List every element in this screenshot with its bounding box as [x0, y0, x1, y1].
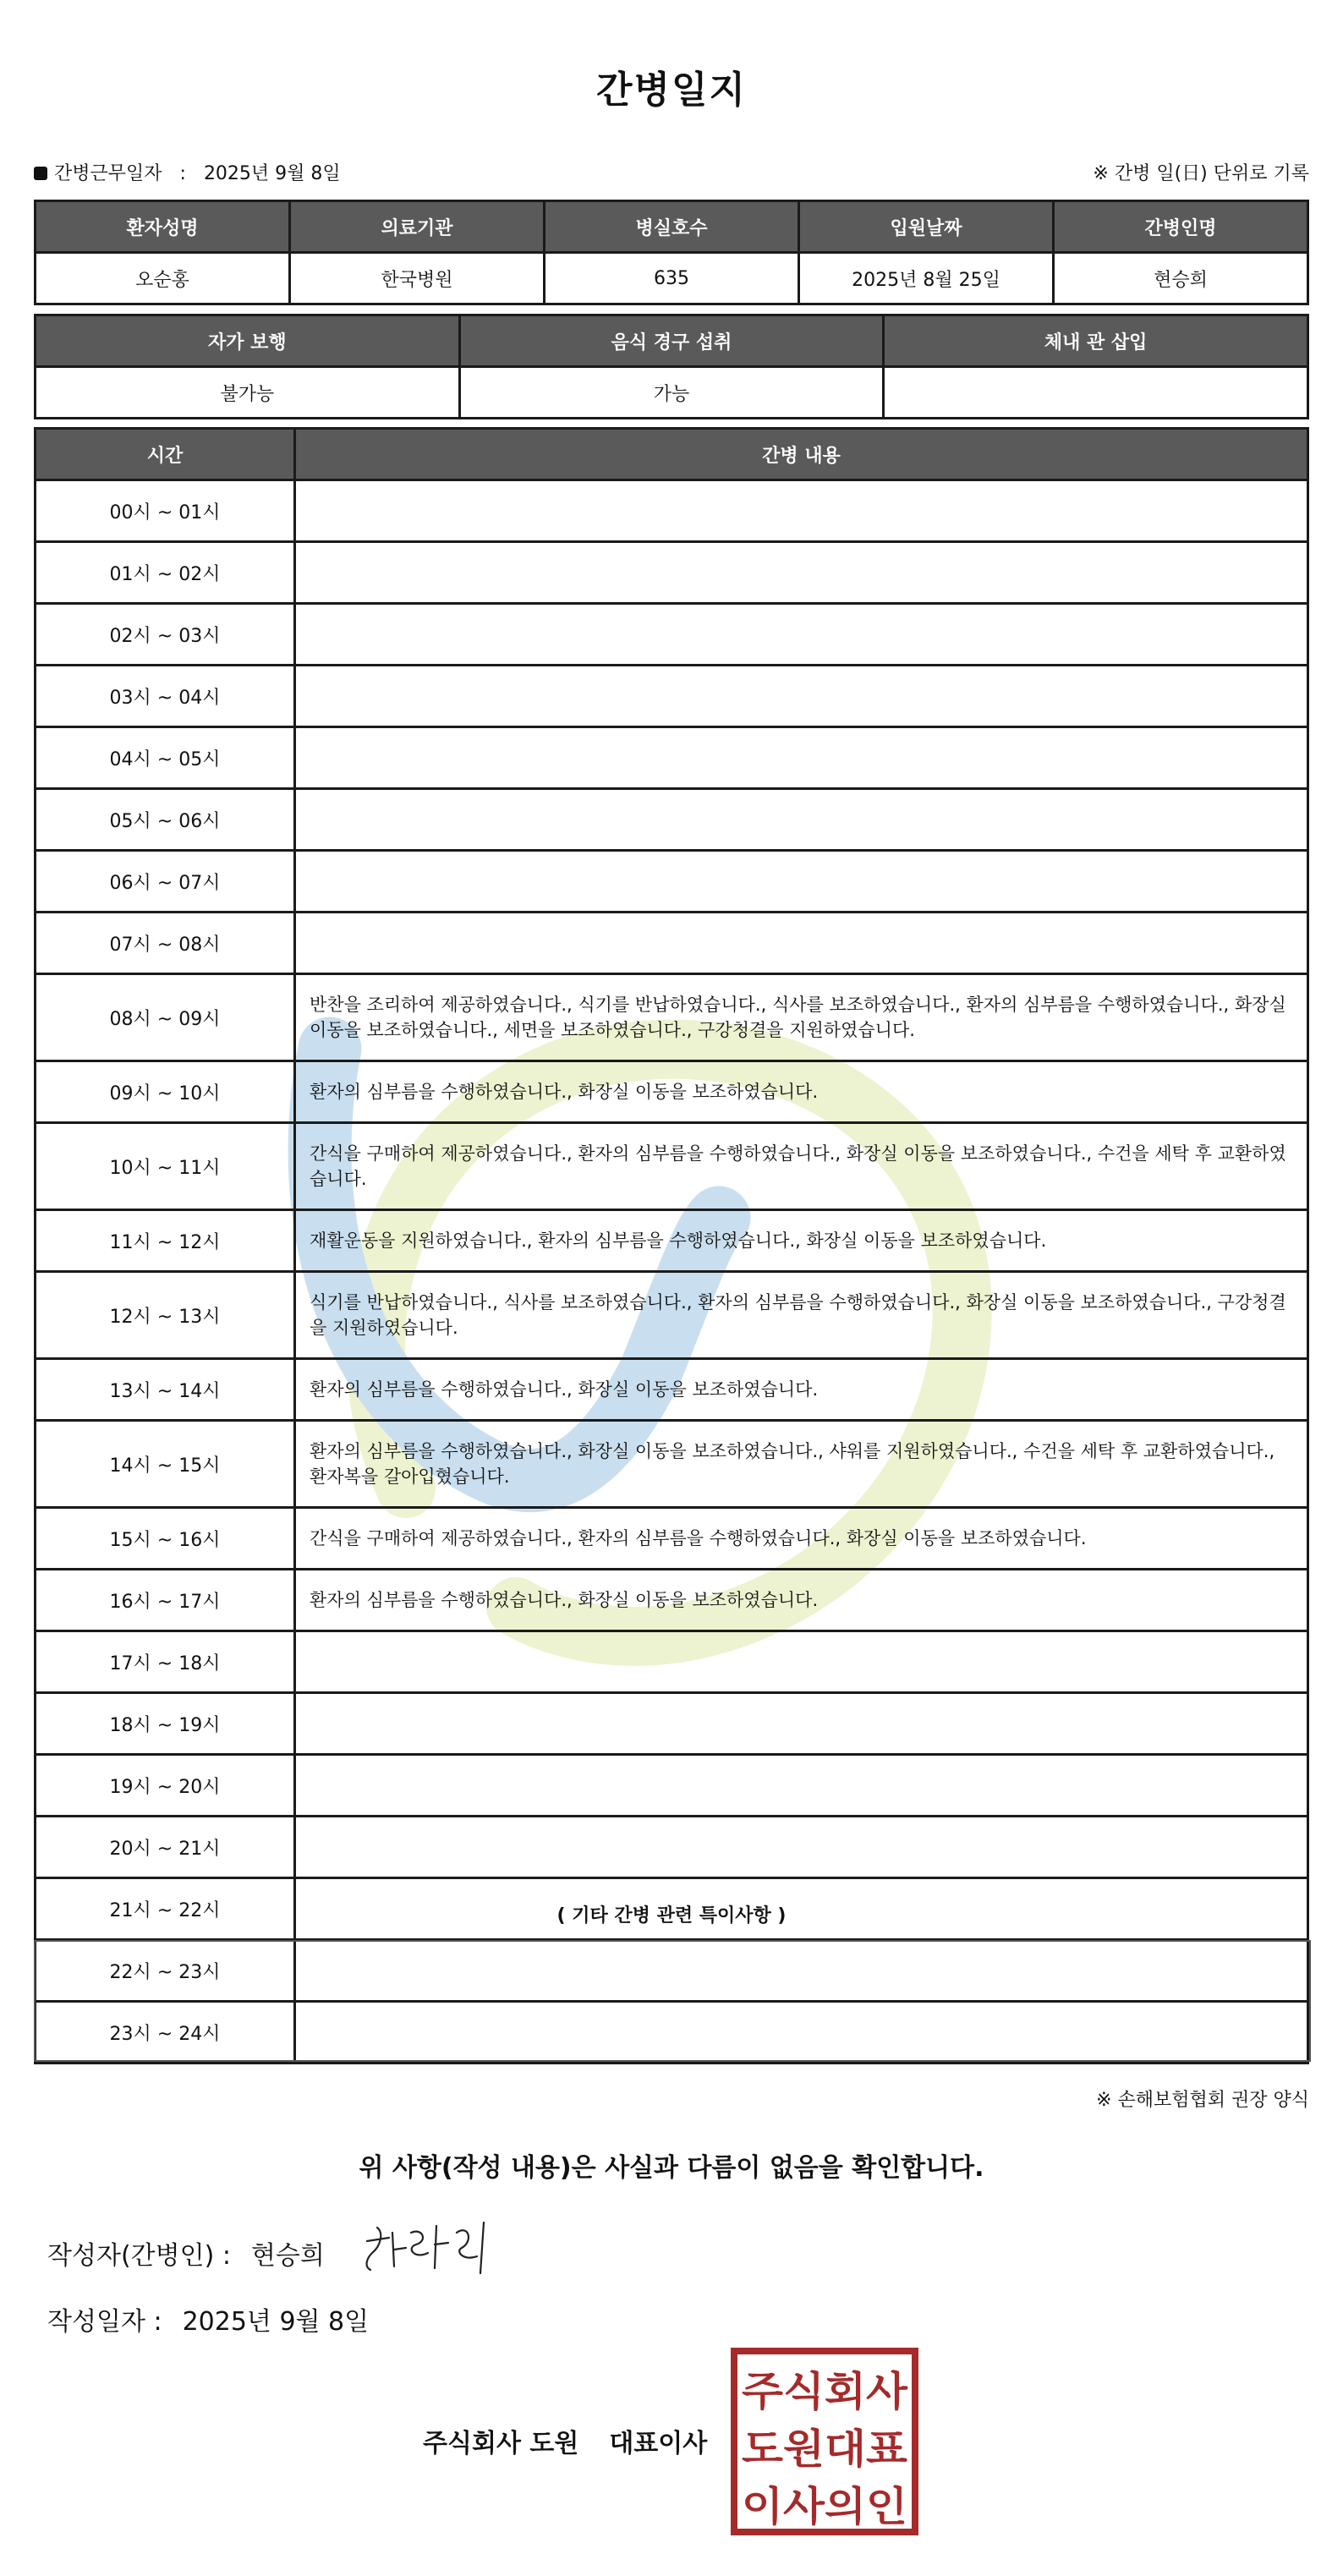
header-admission-date: 입원날짜	[799, 201, 1054, 253]
table-row	[36, 1570, 1308, 1631]
table-row	[36, 1631, 1308, 1693]
care-content: 간식을 구매하여 제공하였습니다., 환자의 심부름을 수행하였습니다., 화장실 이동을 보조하였습니다.	[295, 1508, 1308, 1570]
header-room-number: 병실호수	[545, 201, 799, 253]
admission-date: 2025년 8월 25일	[799, 253, 1054, 304]
writer-label: 작성자(간병인) :	[47, 2241, 231, 2271]
care-content: 반찬을 조리하여 제공하였습니다., 식기를 반납하였습니다., 식사를 보조하였습니다., 환자의 심부름을 수행하였습니다., 화장실 이동을 보조하였습니다., 세면을 보조하였습니다., 구강청결을 지원하였습니다.	[295, 974, 1308, 1061]
care-content: 환자의 심부름을 수행하였습니다., 화장실 이동을 보조하였습니다.	[295, 1570, 1308, 1631]
care-content	[295, 480, 1308, 542]
writer-name: 현승희	[250, 2241, 325, 2271]
time-slot: 17시 ~ 18시	[36, 1631, 295, 1693]
table-row	[36, 974, 1308, 1061]
time-slot: 19시 ~ 20시	[36, 1755, 295, 1817]
table-row	[36, 604, 1308, 666]
patient-name: 오순홍	[36, 253, 290, 304]
company-name: 주식회사 도원	[423, 2429, 579, 2458]
care-content	[295, 851, 1308, 913]
notes-box	[34, 1940, 1311, 2062]
care-log-table	[34, 427, 1309, 2064]
written-date-value: 2025년 9월 8일	[182, 2307, 370, 2337]
svg-text:도원대표: 도원대표	[742, 2425, 908, 2473]
time-slot: 22시 ~ 23시	[36, 1940, 295, 2002]
oral-intake: 가능	[459, 367, 884, 419]
work-date-row	[34, 159, 341, 185]
work-date-label: 간병근무일자	[54, 163, 162, 184]
company-seal	[729, 2346, 920, 2537]
time-slot: 02시 ~ 03시	[36, 604, 295, 666]
care-content	[295, 1693, 1308, 1755]
care-content	[295, 1631, 1308, 1693]
page-title: 간병일지	[595, 69, 747, 112]
time-slot: 21시 ~ 22시	[36, 1878, 295, 1940]
time-slot: 00시 ~ 01시	[36, 480, 295, 542]
table-row	[36, 1693, 1308, 1755]
table-row	[36, 1210, 1308, 1272]
care-content: 식기를 반납하였습니다., 식사를 보조하였습니다., 환자의 심부름을 수행하였습니다., 화장실 이동을 보조하였습니다., 구강청결을 지원하였습니다.	[295, 1272, 1308, 1359]
table-row	[36, 1272, 1308, 1359]
notes-title: ( 기타 간병 관련 특이사항 )	[556, 1905, 787, 1927]
header-care-content: 간병 내용	[295, 429, 1308, 480]
table-row	[36, 851, 1308, 913]
square-bullet-icon	[34, 167, 47, 180]
hospital: 한국병원	[290, 253, 545, 304]
header-patient-name: 환자성명	[36, 201, 290, 253]
table-row	[36, 1817, 1308, 1878]
header-time: 시간	[36, 429, 295, 480]
svg-text:주식회사: 주식회사	[742, 2368, 908, 2415]
table-row	[36, 542, 1308, 604]
table-row	[36, 1359, 1308, 1421]
table-row	[36, 666, 1308, 727]
care-content: 간식을 구매하여 제공하였습니다., 환자의 심부름을 수행하였습니다., 화장실 이동을 보조하였습니다., 수건을 세탁 후 교환하였습니다.	[295, 1123, 1308, 1210]
time-slot: 08시 ~ 09시	[36, 974, 295, 1061]
signature-image	[355, 2207, 524, 2283]
care-content	[295, 542, 1308, 604]
writer-row	[47, 2234, 325, 2272]
table-row	[36, 1061, 1308, 1123]
time-slot: 12시 ~ 13시	[36, 1272, 295, 1359]
time-slot: 23시 ~ 24시	[36, 2002, 295, 2064]
company-representative: 대표이사	[609, 2429, 708, 2458]
care-content	[295, 604, 1308, 666]
table-row	[36, 1123, 1308, 1210]
company-row	[423, 2422, 707, 2459]
care-content: 환자의 심부름을 수행하였습니다., 화장실 이동을 보조하였습니다., 샤워를 지원하였습니다., 수건을 세탁 후 교환하였습니다., 환자복을 갈아입혔습니다.	[295, 1421, 1308, 1508]
header-oral-intake: 음식 경구 섭취	[459, 315, 884, 367]
table-row	[36, 1508, 1308, 1570]
time-slot: 09시 ~ 10시	[36, 1061, 295, 1123]
time-slot: 20시 ~ 21시	[36, 1817, 295, 1878]
care-content	[295, 666, 1308, 727]
daily-record-note: ※ 간병 일(日) 단위로 기록	[1093, 163, 1309, 184]
time-slot: 07시 ~ 08시	[36, 913, 295, 974]
work-date-separator: :	[179, 163, 186, 184]
time-slot: 05시 ~ 06시	[36, 789, 295, 851]
care-content: 환자의 심부름을 수행하였습니다., 화장실 이동을 보조하였습니다.	[295, 1359, 1308, 1421]
time-slot: 03시 ~ 04시	[36, 666, 295, 727]
written-date-row	[47, 2300, 369, 2338]
table-row	[36, 789, 1308, 851]
time-slot: 15시 ~ 16시	[36, 1508, 295, 1570]
header-self-walking: 자가 보행	[36, 315, 460, 367]
time-slot: 14시 ~ 15시	[36, 1421, 295, 1508]
table-row	[36, 1421, 1308, 1508]
time-slot: 11시 ~ 12시	[36, 1210, 295, 1272]
header-caregiver-name: 간병인명	[1054, 201, 1308, 253]
time-slot: 13시 ~ 14시	[36, 1359, 295, 1421]
care-content	[295, 1817, 1308, 1878]
time-slot: 10시 ~ 11시	[36, 1123, 295, 1210]
room-number: 635	[545, 253, 799, 304]
care-content: 환자의 심부름을 수행하였습니다., 화장실 이동을 보조하였습니다.	[295, 1061, 1308, 1123]
time-slot: 01시 ~ 02시	[36, 542, 295, 604]
time-slot: 16시 ~ 17시	[36, 1570, 295, 1631]
work-date-value: 2025년 9월 8일	[203, 163, 341, 184]
time-slot: 04시 ~ 05시	[36, 727, 295, 789]
care-content	[295, 913, 1308, 974]
header-tube-insertion: 체내 관 삽입	[884, 315, 1308, 367]
table-row	[36, 913, 1308, 974]
care-content	[295, 789, 1308, 851]
care-content	[295, 1755, 1308, 1817]
header-hospital: 의료기관	[290, 201, 545, 253]
patient-info-table	[34, 200, 1309, 305]
care-content	[295, 727, 1308, 789]
time-slot: 18시 ~ 19시	[36, 1693, 295, 1755]
table-row	[36, 1755, 1308, 1817]
time-slot: 06시 ~ 07시	[36, 851, 295, 913]
self-walking: 불가능	[36, 367, 460, 419]
care-content: 재활운동을 지원하였습니다., 환자의 심부름을 수행하였습니다., 화장실 이동을 보조하였습니다.	[295, 1210, 1308, 1272]
confirmation-statement: 위 사항(작성 내용)은 사실과 다름이 없음을 확인합니다.	[359, 2153, 984, 2183]
svg-text:이사의인: 이사의인	[742, 2483, 907, 2530]
table-row	[36, 480, 1308, 542]
recommended-form-note: ※ 손해보험협회 권장 양식	[1096, 2090, 1309, 2111]
written-date-label: 작성일자 :	[47, 2307, 162, 2337]
table-row	[36, 727, 1308, 789]
caregiver-name: 현승희	[1054, 253, 1308, 304]
tube-insertion	[884, 367, 1308, 419]
patient-status-table	[34, 314, 1309, 419]
